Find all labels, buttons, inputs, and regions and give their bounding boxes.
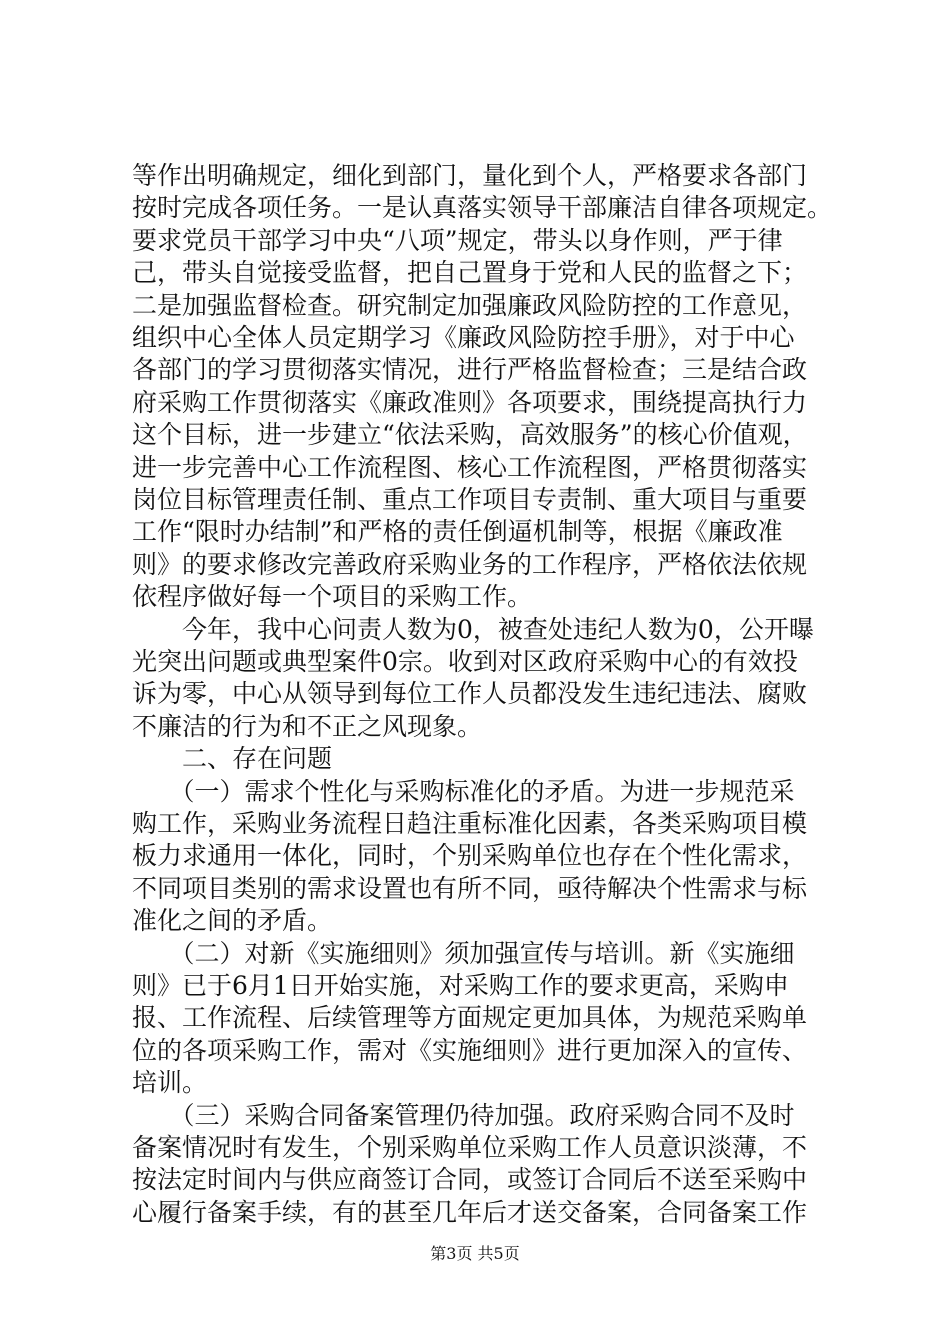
text-line: 组织中心全体人员定期学习《廉政风险防控手册》，对于中心 [132, 323, 795, 352]
text-line: 二、存在问题 [132, 744, 333, 774]
text-line: 工作“限时办结制”和严格的责任倒逼机制等，根据《廉政准 [132, 517, 783, 547]
text-line: （一）需求个性化与采购标准化的矛盾。为进一步规范采 [132, 776, 795, 806]
text-line: 购工作，采购业务流程日趋注重标准化因素，各类采购项目模 [132, 809, 808, 838]
text-line: 诉为零，中心从领导到每位工作人员都没发生违纪违法、腐败 [132, 679, 808, 709]
text-line: 进一步完善中心工作流程图、核心工作流程图，严格贯彻落实 [132, 452, 808, 482]
text-line: 位的各项采购工作，需对《实施细则》进行更加深入的宣传、 [132, 1035, 808, 1065]
text-line: 这个目标，进一步建立“依法采购，高效服务”的核心价值观， [132, 420, 808, 450]
text-line: 心履行备案手续，有的甚至几年后才送交备案，合同备案工作 [132, 1197, 808, 1227]
text-line: 各部门的学习贯彻落实情况，进行严格监督检查；三是结合政 [132, 355, 808, 385]
text-line: 则》已于6月1日开始实施，对采购工作的要求更高，采购申 [132, 971, 789, 1000]
page-footer: 第3页 共5页 [430, 1244, 520, 1263]
text-line: 按法定时间内与供应商签订合同，或签订合同后不送至采购中 [132, 1165, 808, 1195]
text-line: （二）对新《实施细则》须加强宣传与培训。新《实施细 [132, 938, 795, 968]
text-line: 光突出问题或典型案件0宗。收到对区政府采购中心的有效投 [132, 647, 798, 676]
text-line: 准化之间的矛盾。 [132, 906, 333, 936]
text-line: 今年，我中心问责人数为0，被查处违纪人数为0，公开曝 [132, 614, 814, 644]
text-line: 不同项目类别的需求设置也有所不同，亟待解决个性需求与标 [132, 873, 808, 903]
text-line: 备案情况时有发生，个别采购单位采购工作人员意识淡薄，不 [132, 1133, 808, 1162]
text-line: 报、工作流程、后续管理等方面规定更加具体，为规范采购单 [132, 1003, 808, 1033]
text-line: 己，带头自觉接受监督，把自己置身于党和人民的监督之下； [132, 258, 808, 288]
text-line: 按时完成各项任务。一是认真落实领导干部廉洁自律各项规定。 [132, 193, 833, 223]
text-line: 府采购工作贯彻落实《廉政准则》各项要求，围绕提高执行力 [132, 387, 808, 417]
text-line: 依程序做好每一个项目的采购工作。 [132, 582, 533, 612]
text-line: 板力求通用一体化，同时，个别采购单位也存在个性化需求， [132, 841, 808, 871]
text-line: 则》的要求修改完善政府采购业务的工作程序，严格依法依规 [132, 549, 808, 579]
text-line: 岗位目标管理责任制、重点工作项目专责制、重大项目与重要 [132, 485, 808, 514]
text-line: 二是加强监督检查。研究制定加强廉政风险防控的工作意见， [132, 290, 808, 320]
text-line: 培训。 [132, 1068, 208, 1098]
text-line: （三）采购合同备案管理仍待加强。政府采购合同不及时 [132, 1100, 795, 1130]
text-line: 要求党员干部学习中央“八项”规定，带头以身作则，严于律 [132, 225, 783, 255]
text-line: 等作出明确规定，细化到部门，量化到个人，严格要求各部门 [132, 161, 808, 190]
text-line: 不廉洁的行为和不正之风现象。 [132, 711, 483, 741]
